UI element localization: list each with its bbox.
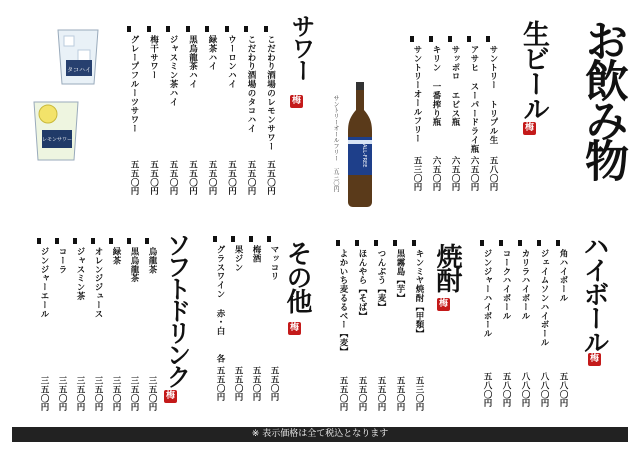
menu-item <box>86 238 102 418</box>
item-name: 果ジン <box>233 245 243 272</box>
glass-image-lemon <box>30 100 82 162</box>
item-price: 五五〇円 <box>265 160 276 196</box>
item-name: 黒霧島【芋】 <box>395 249 405 303</box>
item-name: 梅干サワー <box>148 35 159 80</box>
item-bullet <box>213 236 217 242</box>
menu-item <box>140 238 156 418</box>
sour-stamp: 梅 <box>291 96 301 106</box>
item-name: キンミヤ焼酎【甲類】 <box>414 249 424 338</box>
item-price: 五五〇円 <box>251 366 261 402</box>
item-bullet <box>412 240 416 246</box>
item-bullet <box>410 36 414 42</box>
menu-item <box>32 238 48 418</box>
item-name: コークハイボール <box>501 249 511 321</box>
item-price: 三五〇円 <box>129 376 139 412</box>
bottle-label: ALL-FREE <box>361 144 367 168</box>
item-price: 八八〇円 <box>520 372 530 408</box>
item-name: サントリー トリプル生 <box>488 45 498 145</box>
item-bullet <box>91 238 95 244</box>
menu-item <box>369 240 385 415</box>
soft-list <box>28 238 158 418</box>
glass-label-takohai: タコハイ <box>66 67 91 74</box>
item-price: 五三〇円 <box>414 376 424 412</box>
menu-item <box>220 26 236 201</box>
soft-stamp: 梅 <box>165 391 175 401</box>
item-name: コーラ <box>57 247 67 274</box>
menu-item <box>481 36 497 201</box>
menu-item <box>424 36 440 201</box>
item-bullet <box>37 238 41 244</box>
item-bullet <box>429 36 433 42</box>
item-price: 三五〇円 <box>39 376 49 412</box>
item-name: マッコリ <box>269 245 279 281</box>
menu-item <box>142 26 158 201</box>
glass-image-takohai <box>54 28 102 86</box>
item-price: 三五〇円 <box>57 376 67 412</box>
menu-item <box>513 240 529 415</box>
item-bullet <box>166 26 170 32</box>
menu-item <box>462 36 478 201</box>
item-price: 五五〇円 <box>148 160 159 196</box>
item-name: アサヒ スーパードライ瓶 <box>469 45 479 154</box>
menu-item <box>551 240 567 415</box>
item-price: 五三〇円 <box>412 156 422 192</box>
other-title: その他 <box>282 240 312 312</box>
highball-list <box>470 240 570 415</box>
item-price: 五五〇円 <box>168 160 178 196</box>
other-list <box>200 236 280 416</box>
item-price: 六五〇円 <box>450 156 460 192</box>
item-name: ジャスミン茶 <box>75 247 85 301</box>
item-bullet <box>244 26 248 32</box>
item-bullet <box>355 240 359 246</box>
item-name: 梅酒 <box>251 245 261 263</box>
item-name: ジンジャーハイボール <box>482 249 492 338</box>
item-price: 五八〇円 <box>482 372 492 408</box>
item-bullet <box>267 236 271 242</box>
menu-item <box>122 26 138 201</box>
menu-item <box>259 26 275 201</box>
item-price: 三五〇円 <box>93 376 103 412</box>
menu-item <box>532 240 548 415</box>
shochu-stamp: 梅 <box>438 299 448 309</box>
menu-item <box>50 238 66 418</box>
item-name: ジェイムソンハイボール <box>539 249 549 347</box>
item-bullet <box>537 240 541 246</box>
item-name: グラスワイン 赤・白 <box>215 245 225 336</box>
item-bullet <box>336 240 340 246</box>
item-name: ジンジャーエール <box>39 247 49 319</box>
menu-item <box>122 238 138 418</box>
item-name: つんぷう【麦】 <box>376 249 386 312</box>
beer-title: 生ビール <box>518 20 549 120</box>
item-bullet <box>145 238 149 244</box>
item-name: サッポロ エビス瓶 <box>450 45 460 127</box>
item-name: サントリーオールフリー <box>412 45 422 143</box>
item-price: 五五〇円 <box>226 160 237 196</box>
menu-item <box>331 240 347 415</box>
item-price: 五五〇円 <box>246 160 256 196</box>
soft-title: ソフトドリンク <box>163 232 192 386</box>
sour-title: サワー <box>287 14 315 80</box>
item-bullet <box>225 26 229 32</box>
tax-note: ※ 表示価格は全て税込となります <box>12 427 628 442</box>
item-name: よかいち麦るるべー【麦】 <box>338 249 348 356</box>
menu-item <box>407 240 423 415</box>
item-price: 五五〇円 <box>338 376 348 412</box>
highball-title: ハイボール <box>579 233 609 353</box>
item-bullet <box>556 240 560 246</box>
menu-item <box>161 26 177 201</box>
item-name: 緑茶 <box>111 247 121 265</box>
item-bullet <box>486 36 490 42</box>
glass-label-lemon: レモンサワー <box>42 137 73 143</box>
item-name: 烏龍茶 <box>147 247 157 274</box>
item-price: 三五〇円 <box>111 376 121 412</box>
item-price: 六五〇円 <box>469 156 479 192</box>
item-price: 五五〇円 <box>357 376 367 412</box>
item-name: 黒烏龍茶ハイ <box>187 35 198 89</box>
other-stamp: 梅 <box>289 323 299 333</box>
item-name: こだわり酒場のレモンサワー <box>265 35 276 151</box>
item-name: 黒烏龍茶 <box>129 247 139 283</box>
item-bullet <box>147 26 151 32</box>
menu-item <box>239 26 255 201</box>
item-name: オレンジジュース <box>93 247 103 319</box>
item-bullet <box>205 26 209 32</box>
item-bullet <box>393 240 397 246</box>
bottle-caption: サントリーオールフリー 五三〇円 <box>332 95 339 192</box>
item-bullet <box>480 240 484 246</box>
menu-item <box>68 238 84 418</box>
shochu-title: 焼酎 <box>432 243 462 291</box>
highball-stamp: 梅 <box>589 354 599 364</box>
menu-item <box>388 240 404 415</box>
menu-item <box>244 236 260 416</box>
beer-stamp: 梅 <box>524 123 534 133</box>
item-bullet <box>55 238 59 244</box>
menu-item <box>443 36 459 201</box>
item-name: ウーロンハイ <box>226 35 237 89</box>
item-price: 五八〇円 <box>488 156 498 192</box>
item-price: 五五〇円 <box>233 366 243 402</box>
item-bullet <box>109 238 113 244</box>
item-note: 各 <box>215 354 225 363</box>
shochu-list <box>326 240 426 415</box>
item-price: 三五〇円 <box>147 376 157 412</box>
item-name: 緑茶ハイ <box>207 35 217 71</box>
beer-list <box>400 36 500 201</box>
item-bullet <box>127 238 131 244</box>
item-price: 五五〇円 <box>269 366 279 402</box>
menu-item <box>181 26 197 201</box>
menu-item <box>208 236 224 416</box>
item-name: カリラハイボール <box>520 249 530 321</box>
item-price: 五五〇円 <box>376 376 386 412</box>
item-price: 六五〇円 <box>431 156 441 192</box>
item-price: 五五〇円 <box>129 160 139 196</box>
item-bullet <box>448 36 452 42</box>
menu-item <box>226 236 242 416</box>
item-bullet <box>249 236 253 242</box>
menu-item <box>475 240 491 415</box>
item-name: ほんやら【そば】 <box>357 249 367 321</box>
sour-list <box>118 26 278 201</box>
page-title: お飲み物 <box>577 18 628 178</box>
item-bullet <box>467 36 471 42</box>
item-name: こだわり酒場のタコハイ <box>246 35 256 133</box>
menu-item <box>104 238 120 418</box>
item-bullet <box>374 240 378 246</box>
menu-item <box>262 236 278 416</box>
item-bullet <box>73 238 77 244</box>
item-price: 五五〇円 <box>395 376 405 412</box>
item-name: キリン 一番搾り瓶 <box>431 45 441 127</box>
item-bullet <box>186 26 190 32</box>
menu-item <box>405 36 421 201</box>
menu-item <box>494 240 510 415</box>
item-price: 五五〇円 <box>207 160 217 196</box>
item-price: 五五〇円 <box>187 160 198 196</box>
item-bullet <box>518 240 522 246</box>
item-price: 五八〇円 <box>501 372 511 408</box>
item-bullet <box>264 26 268 32</box>
item-bullet <box>231 236 235 242</box>
item-name: 角ハイボール <box>558 249 568 303</box>
item-price: 三五〇円 <box>75 376 85 412</box>
menu-item <box>350 240 366 415</box>
item-price: 五五〇円 <box>215 366 225 402</box>
item-name: グレープフルーツサワー <box>129 35 139 133</box>
menu-item <box>200 26 216 201</box>
item-name: ジャスミン茶ハイ <box>168 35 178 107</box>
item-bullet <box>499 240 503 246</box>
item-price: 五八〇円 <box>558 372 568 408</box>
item-price: 八八〇円 <box>539 372 549 408</box>
bottle-image <box>345 82 375 207</box>
item-bullet <box>127 26 131 32</box>
